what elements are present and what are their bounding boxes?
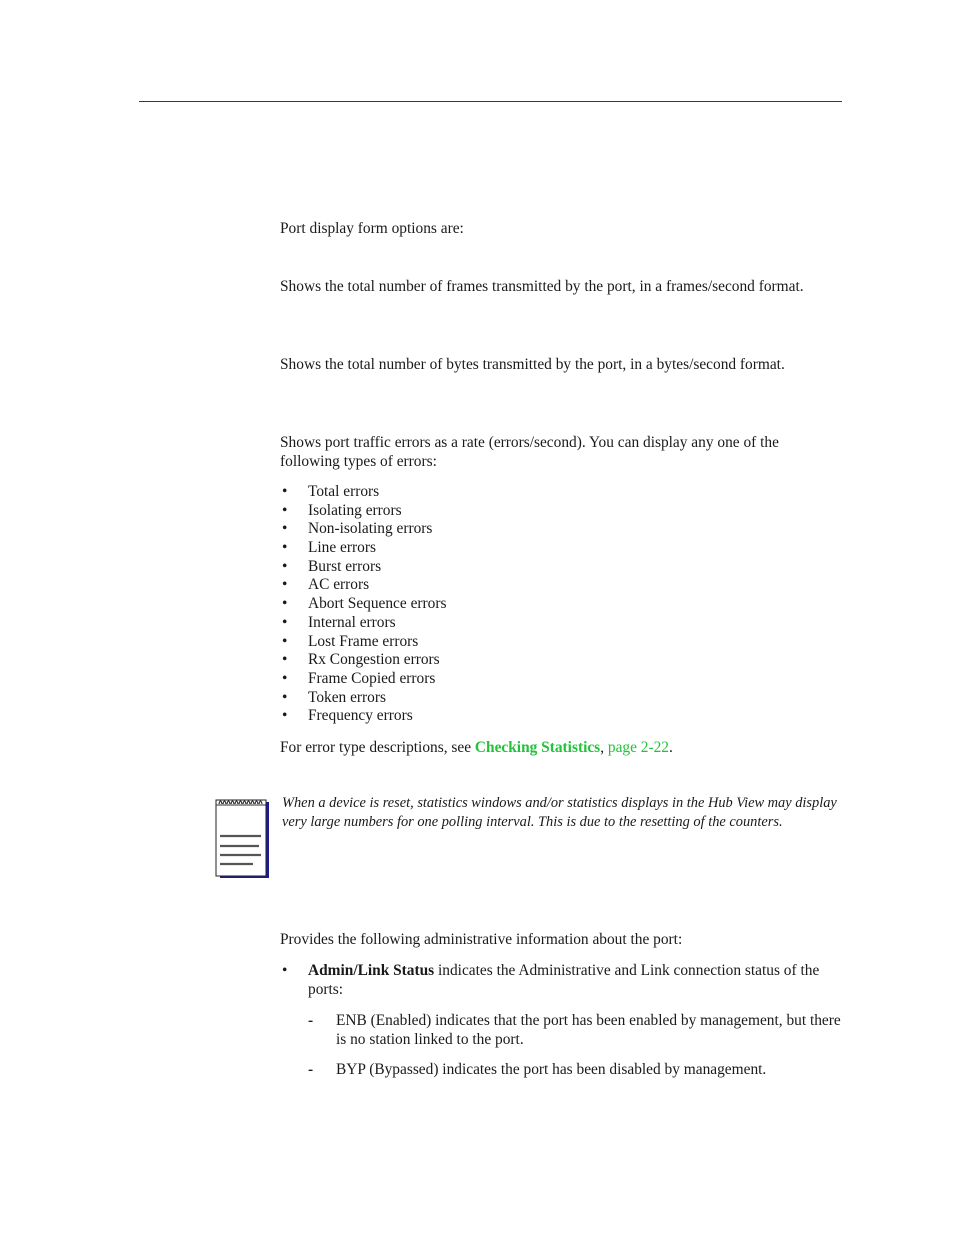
note-text: When a device is reset, statistics windows and/or statistics displays in the Hub View may display very large numbers for one polling interval. This is due to the resetting of the counters. — [282, 795, 837, 830]
bullet-icon: • — [282, 483, 288, 500]
bullet-icon: • — [282, 539, 288, 557]
admin-link-status-desc: indicates the Administrative and Link connection status of the ports: — [308, 962, 820, 998]
list-item: • Burst errors — [282, 557, 382, 575]
frames-description: Shows the total number of frames transmitted by the port, in a frames/second format. — [280, 278, 804, 295]
error-types-list — [280, 483, 780, 726]
dash-icon: - — [308, 1061, 314, 1078]
admin-link-status-item — [280, 961, 842, 999]
errors-description: Shows port traffic errors as a rate (errors/second). You can display any one of the following types of errors: — [280, 434, 779, 470]
notepad-icon — [215, 796, 271, 880]
list-item: • Total errors — [282, 483, 380, 500]
list-item: • Internal errors — [282, 613, 396, 631]
status-item-enb: - ENB (Enabled) indicates that the port has been enabled by management, but there is no station linked to the port. — [308, 1012, 841, 1048]
bullet-icon: • — [282, 632, 288, 650]
list-item: • Non-isolating errors — [282, 520, 433, 538]
intro-text: Port display form options are: — [280, 220, 464, 237]
list-item: • AC errors — [282, 576, 370, 594]
admin-description: Provides the following administrative information about the port: — [280, 931, 683, 948]
bullet-icon: • — [282, 688, 288, 706]
bullet-icon: • — [282, 576, 288, 594]
cross-reference: For error type descriptions, see Checking Statistics, page 2-22. — [280, 739, 673, 756]
list-item: • Token errors — [282, 688, 386, 706]
bullet-icon: • — [282, 595, 288, 613]
list-item: • Lost Frame errors — [282, 632, 419, 650]
bullet-icon: • — [282, 651, 288, 669]
list-item: • Abort Sequence errors — [282, 595, 447, 613]
checking-statistics-link[interactable]: Checking Statistics — [474, 739, 601, 756]
status-item-byp: - BYP (Bypassed) indicates the port has been disabled by management. — [308, 1061, 767, 1078]
bullet-icon: • — [282, 707, 288, 725]
list-item: • Isolating errors — [282, 501, 402, 519]
bytes-description: Shows the total number of bytes transmitted by the port, in a bytes/second format. — [280, 356, 785, 373]
list-item: • Frequency errors — [282, 707, 413, 725]
bullet-icon: • — [282, 613, 288, 631]
bullet-icon: • — [282, 501, 288, 519]
bullet-icon: • — [282, 520, 288, 538]
list-item: • Line errors — [282, 539, 376, 557]
bullet-icon: • — [282, 557, 288, 575]
bullet-icon: • — [282, 962, 288, 979]
bullet-icon: • — [282, 669, 288, 687]
list-item: • Frame Copied errors — [282, 669, 436, 687]
header-rule — [139, 101, 842, 102]
admin-link-status-term: Admin/Link Status — [308, 962, 435, 979]
dash-icon: - — [308, 1012, 314, 1029]
page-reference-link[interactable]: page 2-22 — [607, 739, 670, 756]
list-item: • Rx Congestion errors — [282, 651, 440, 669]
